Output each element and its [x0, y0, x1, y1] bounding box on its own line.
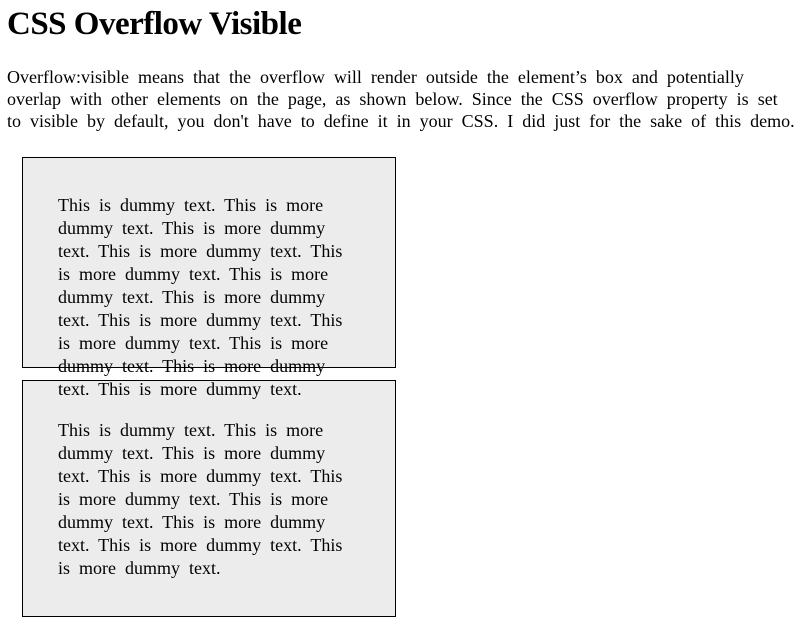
- dummy-text-line: dummy text. This is more dummy: [58, 356, 326, 376]
- dummy-text-line: text. This is more dummy text. This: [58, 310, 343, 330]
- dummy-text-line: dummy text. This is more dummy: [58, 512, 326, 532]
- intro-line: overlap with other elements on the page, as shown below. Since the CSS overflow property is set: [7, 89, 778, 109]
- dummy-text-line: dummy text. This is more dummy: [58, 443, 326, 463]
- page-title: CSS Overflow Visible: [7, 6, 302, 42]
- intro-paragraph: [7, 66, 797, 132]
- dummy-text-line: This is dummy text. This is more: [58, 195, 324, 215]
- dummy-text-line: This is dummy text. This is more: [58, 420, 324, 440]
- dummy-text-line: is more dummy text. This is more: [58, 333, 329, 353]
- dummy-text-line: is more dummy text. This is more: [58, 489, 329, 509]
- dummy-text-line: is more dummy text.: [58, 558, 221, 578]
- intro-line: to visible by default, you don't have to define it in your CSS. I did just for the sake of this demo.: [7, 111, 795, 131]
- dummy-text-line: is more dummy text. This is more: [58, 264, 329, 284]
- intro-line: Overflow:visible means that the overflow will render outside the element’s box and potentially: [7, 67, 744, 87]
- dummy-text-line: text. This is more dummy text. This: [58, 535, 343, 555]
- dummy-text-line: text. This is more dummy text. This: [58, 241, 343, 261]
- dummy-text-line: text. This is more dummy text. This: [58, 466, 343, 486]
- dummy-text-line: dummy text. This is more dummy: [58, 287, 326, 307]
- overflow-demo-box-1: [22, 157, 396, 399]
- overflow-demo-box-2: [22, 380, 396, 617]
- dummy-text-line: text. This is more dummy text.: [58, 379, 302, 399]
- dummy-text-line: dummy text. This is more dummy: [58, 218, 326, 238]
